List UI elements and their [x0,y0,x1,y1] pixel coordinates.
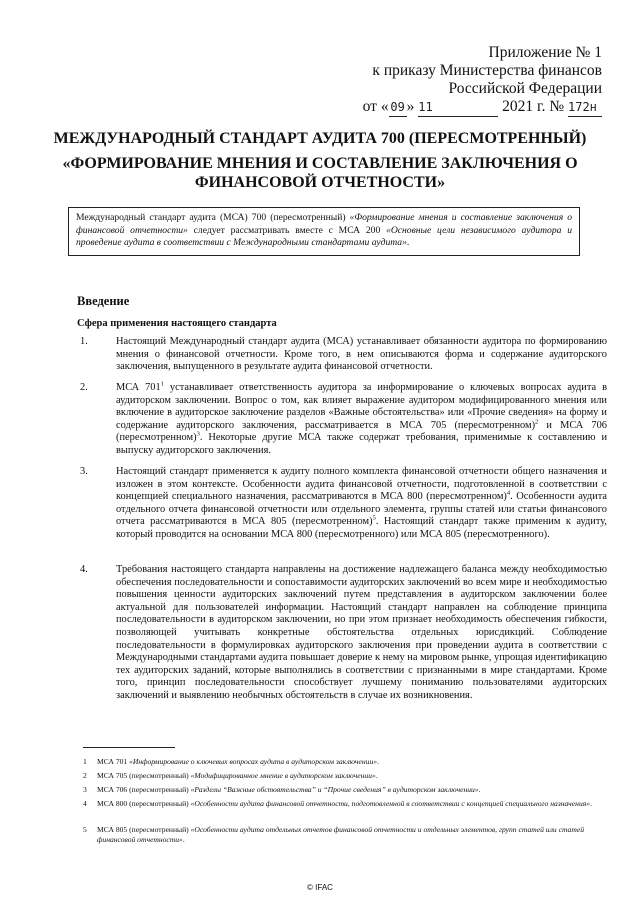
footnote-italic: «Модифицированное мнение в аудиторском заключении» [190,771,376,780]
footnote-text-part: МСА 701 [97,757,130,766]
footnote-text [97,757,603,767]
paragraph-text: Требования настоящего стандарта направлены на достижение надлежащего баланса между необходимостью обеспечения последовательности и сопоставимости аудиторских заключений во всем мире и необходимостью повышения ценности аудиторских заключений путем представления в аудиторском заключении более актуальной для пользователей информации. Настоящий стандарт направлен на соблюдение принципа последовательности в аудиторском заключении, но при этом признает необходимость обеспечения гибкости, позволяющей учитывать конкретные обстоятельства отдельных юрисдикций. Соблюдение последовательности в формулировках аудиторского заключения при проведении аудита в соответствии с Международными стандартами аудита повышает доверие к нему на мировом рынке, упрощая идентификацию тех аудиторских заданий, которые выполнялись в соответствии с признанными в мире стандартами. Кроме того, принцип последовательности способствует лучшему пониманию пользователями аудиторских заключений и выявлению необычных обстоятельств в случае их возникновения. [116,564,607,701]
date-month: 11 [418,98,498,117]
date-prefix: от « [362,98,389,115]
paragraph-text [116,466,607,542]
footnote-ref-3: 3 [196,430,200,438]
paragraph-text-part: . Особенности аудита отдельного отчета финансовой отчетности или отдельного элемента, группы статей или статьи финансового отчета рассматриваются в МСА 805 (пересмотренном) [116,491,607,528]
note-italic-1: «Формирование мнения и составление заключения о финансовой отчетности» [76,212,573,236]
copyright-notice: © IFAC [307,883,333,892]
footnote-text [97,785,603,795]
note-text-1: Международный стандарт аудита (МСА) 700 (пересмотренный) [76,212,350,223]
footnote-text [97,799,603,809]
footnote-text-part: МСА 800 (пересмотренный) [97,799,191,808]
heading-scope: Сфера применения настоящего стандарта [77,318,277,329]
paragraph-text-part: и МСА 706 (пересмотренном) [116,419,607,444]
paragraph-number: 4. [80,564,88,575]
paragraph-2 [80,382,607,458]
paragraph-number: 1. [80,336,88,347]
footnote-text-part: . [590,799,592,808]
footnote-ref-4: 4 [506,489,511,497]
footnote-3 [83,785,603,795]
footnote-italic: «Информирование о ключевых вопросах аудита в аудиторском заключении» [129,757,378,766]
footnote-text-part: . [377,757,379,766]
footnote-ref-1: 1 [160,380,164,388]
document-title [40,129,600,192]
paragraph-number: 3. [80,466,88,477]
note-italic-2: «Основные цели независимого аудитора и проведение аудита в соответствии с Международными стандартами аудита» [76,224,573,248]
footnote-italic: «Разделы “Важные обстоятельства” и “Прочие сведения” в аудиторском заключении» [190,785,479,794]
footnote-number: 1 [83,757,87,766]
footnote-number: 4 [83,799,87,808]
appendix-line-2: к приказу Министерства финансов [372,62,602,79]
paragraph-text-part: . Настоящий стандарт также применим к аудиту, который проводится на основании МСА 800 (пересмотренного) или МСА 805 (пересмотренного). [116,516,607,540]
date-day: 09 [389,98,407,117]
paragraph-1 [80,336,607,374]
paragraph-4 [80,564,607,703]
footnote-1 [83,757,603,767]
footnote-text-part: МСА 706 (пересмотренный) [97,785,191,794]
footnote-italic: «Особенности аудита отдельных отчетов финансовой отчетности и отдельных элементов, групп статей или статей финансовой отчетности» [97,825,584,844]
paragraph-number: 2. [80,382,88,393]
footnote-4 [83,799,603,809]
paragraph-text-part: устанавливает ответственность аудитора за информирование о ключевых вопросах аудита в аудиторском заключении. Вопрос о том, как влияет выражение аудитором модифицированного мнения или включение в аудиторское заключение разделов «Важные обстоятельства» или «Прочие сведения» на форму и содержание аудиторского заключения, рассматривается в МСА 705 (пересмотренном) [116,382,607,431]
footnote-text [97,771,603,781]
appendix-date-line [363,98,602,117]
order-number: 172н [568,98,602,117]
footnote-text-part: МСА 705 (пересмотренный) [97,771,191,780]
title-line-3: ФИНАНСОВОЙ ОТЧЕТНОСТИ» [194,174,446,191]
footnote-text-part: . [375,771,378,780]
paragraph-text-part: Настоящий стандарт применяется к аудиту полного комплекта финансовой отчетности общего назначения и изложен в этом контексте. Особенности аудита финансовой отчетности, подготовленной в соответствии с концепцией специального назначения, рассматриваются в МСА 800 (пересмотренном) [116,466,607,503]
date-mid: » [406,98,415,115]
footnote-text-part: . [478,785,481,794]
footnote-number: 3 [83,785,87,794]
footnote-ref-2: 2 [535,418,539,426]
title-line-1: МЕЖДУНАРОДНЫЙ СТАНДАРТ АУДИТА 700 (ПЕРЕСМОТРЕННЫЙ) [53,130,587,147]
appendix-line-1: Приложение № 1 [488,44,602,61]
footnote-text-part: МСА 805 (пересмотренный) [97,825,191,834]
footnote-text [97,825,603,845]
footnote-2 [83,771,603,781]
footnote-separator [83,747,175,748]
footnote-text-part: . [182,835,185,844]
appendix-header [363,44,602,117]
footnote-italic: «Особенности аудита финансовой отчетности, подготовленной в соответствии с концепцией специального назначения» [190,799,591,808]
note-text-2: следует рассматривать вместе с МСА 200 [187,224,387,236]
paragraph-text [116,382,607,458]
footnote-number: 2 [83,771,87,780]
appendix-line-3: Российской Федерации [448,80,602,97]
paragraph-text: Настоящий Международный стандарт аудита (МСА) устанавливает обязанности аудитора по формированию мнения о финансовой отчетности. Кроме того, в нем описываются форма и содержание аудиторского заключения, выпущенного в результате аудита финансовой отчетности. [116,336,607,373]
paragraph-text-part: МСА 701 [116,382,161,393]
note-text-3: . [406,237,410,248]
standard-note-box [68,207,580,256]
title-line-2: «ФОРМИРОВАНИЕ МНЕНИЯ И СОСТАВЛЕНИЕ ЗАКЛЮЧЕНИЯ О [62,155,578,172]
footnote-5 [83,825,603,845]
paragraph-text-part: . Некоторые другие МСА также содержат требования, применимые к составлению и выпуску аудиторского заключения. [116,432,607,456]
paragraph-3 [80,466,607,542]
date-year: 2021 г. № [502,98,565,115]
footnote-ref-5: 5 [372,514,376,522]
heading-introduction: Введение [77,294,130,308]
footnote-number: 5 [83,825,87,834]
